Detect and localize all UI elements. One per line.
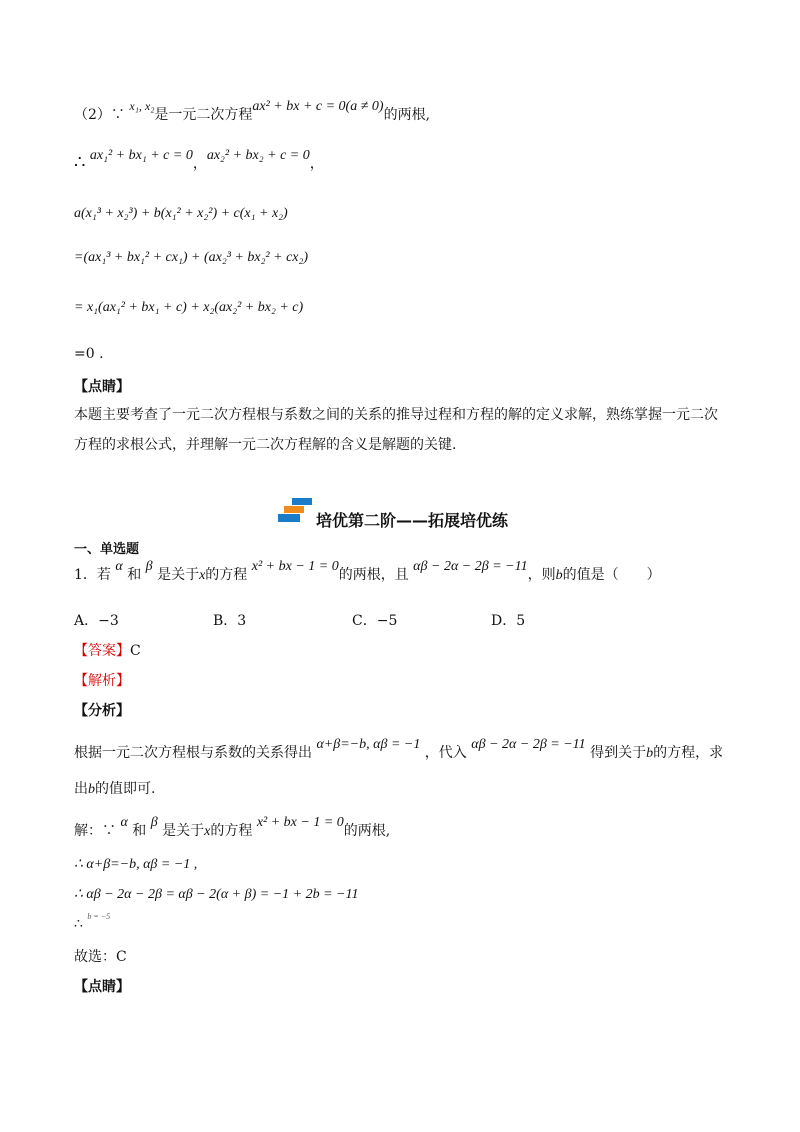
var-b: b [555,568,563,583]
var-x: x [199,568,206,583]
equation-root2: ax₂² + bx₂ + c = 0 [206,148,310,163]
text-segment: 的两根, [383,107,431,123]
step-4: =0 . [74,346,104,362]
step-1: a(x₁³ + x₂³) + b(x₁² + x₂²) + c(x₁ + x₂) [74,206,288,221]
text-segment: 是关于 [157,567,200,583]
beta-symbol: β [150,815,158,830]
text-segment: 解：∵ [74,823,116,839]
roots-vars: x₁, x₂ [129,99,155,113]
text-segment: 出 [74,781,88,797]
text-segment: 得到关于 [590,745,647,761]
review-text: 本题主要考查了一元二次方程根与系数之间的关系的推导过程和方程的解的定义求解，熟练掌握一元二次方程的求根公式，并理解一元二次方程解的含义是解题的关键. [74,407,718,453]
solution-line2: ∴ α+β=−b, αβ = −1 , [74,857,198,872]
var-x: x [204,824,211,839]
text-segment: 的方程 [205,567,248,583]
answer-value: C [130,643,141,659]
section-title: 培优第二阶——拓展培优练 [316,511,509,530]
because-symbol: ∵ [110,107,125,123]
equation-root1: ax₁² + bx₁ + c = 0 [89,148,193,163]
step-2: =(ax₁³ + bx₁² + cx₁) + (ax₂³ + bx₂² + cx₂) [74,250,309,265]
text-segment: 1．若 [74,567,111,583]
solution-equation: x² + bx − 1 = 0 [256,815,344,830]
section-logo-icon [278,498,314,524]
analysis-label: 【解析】 [74,673,130,689]
text-segment: 根据一元二次方程根与系数的关系得出 [74,745,312,761]
text-segment: 和 [132,823,147,839]
solution-line1 [74,815,391,840]
option-a: A．−3 [74,613,119,629]
fenxi-line1 [74,737,724,762]
question-equation: x² + bx − 1 = 0 [251,559,339,574]
review-label: 【点睛】 [74,379,130,395]
review2-label: 【点睛】 [74,979,130,995]
text-segment: 的方程，求 [653,745,724,761]
text-segment: ，则 [527,567,556,583]
beta-symbol: β [145,559,153,574]
var-b: b [646,746,654,761]
fenxi-line2 [74,778,155,798]
part2-line2 [74,148,324,173]
question-condition: αβ − 2α − 2β = −11 [413,559,528,574]
option-d: D．5 [491,613,526,629]
text-segment: 是关于 [162,823,205,839]
option-c: C．−5 [352,613,398,629]
therefore-symbol: ∴ [74,916,83,932]
text-segment: 和 [127,567,142,583]
separator: ， [309,156,324,172]
text-segment: 是一元二次方程 [154,107,253,123]
text-segment: ，代入 [424,745,467,761]
therefore-symbol: ∴ [74,152,86,173]
solution-line5: 故选：C [74,949,127,965]
separator: ， [192,156,207,172]
alpha-symbol: α [120,815,128,830]
option-b: B．3 [213,613,247,629]
question-1 [74,559,661,584]
text-segment: 的方程 [210,823,253,839]
text-segment: 的值是（ ） [562,567,661,583]
step-3: = x₁(ax₁² + bx₁ + c) + x₂(ax₂² + bx₂ + c) [74,300,304,315]
relation-formula: α+β=−b, αβ = −1 [316,737,421,752]
text-segment: 的值即可. [95,781,156,797]
answer-label: 【答案】 [74,643,130,659]
substitution-formula: αβ − 2α − 2β = −11 [471,737,586,752]
section-heading: 一、单选题 [74,542,140,557]
quadratic-equation: ax² + bx + c = 0(a ≠ 0) [252,99,384,114]
alpha-symbol: α [115,559,123,574]
var-b: b [88,782,95,797]
solution-line3: ∴ αβ − 2α − 2β = αβ − 2(α + β) = −1 + 2b = −11 [74,887,359,902]
part-label: （2） [74,107,111,123]
answer-line [74,640,141,660]
result-b: b = −5 [87,912,111,921]
text-segment: 的两根，且 [338,567,409,583]
solution-line4 [74,912,111,932]
fenxi-label: 【分析】 [74,703,130,719]
text-segment: 的两根, [343,823,391,839]
part2-line1 [74,99,431,124]
